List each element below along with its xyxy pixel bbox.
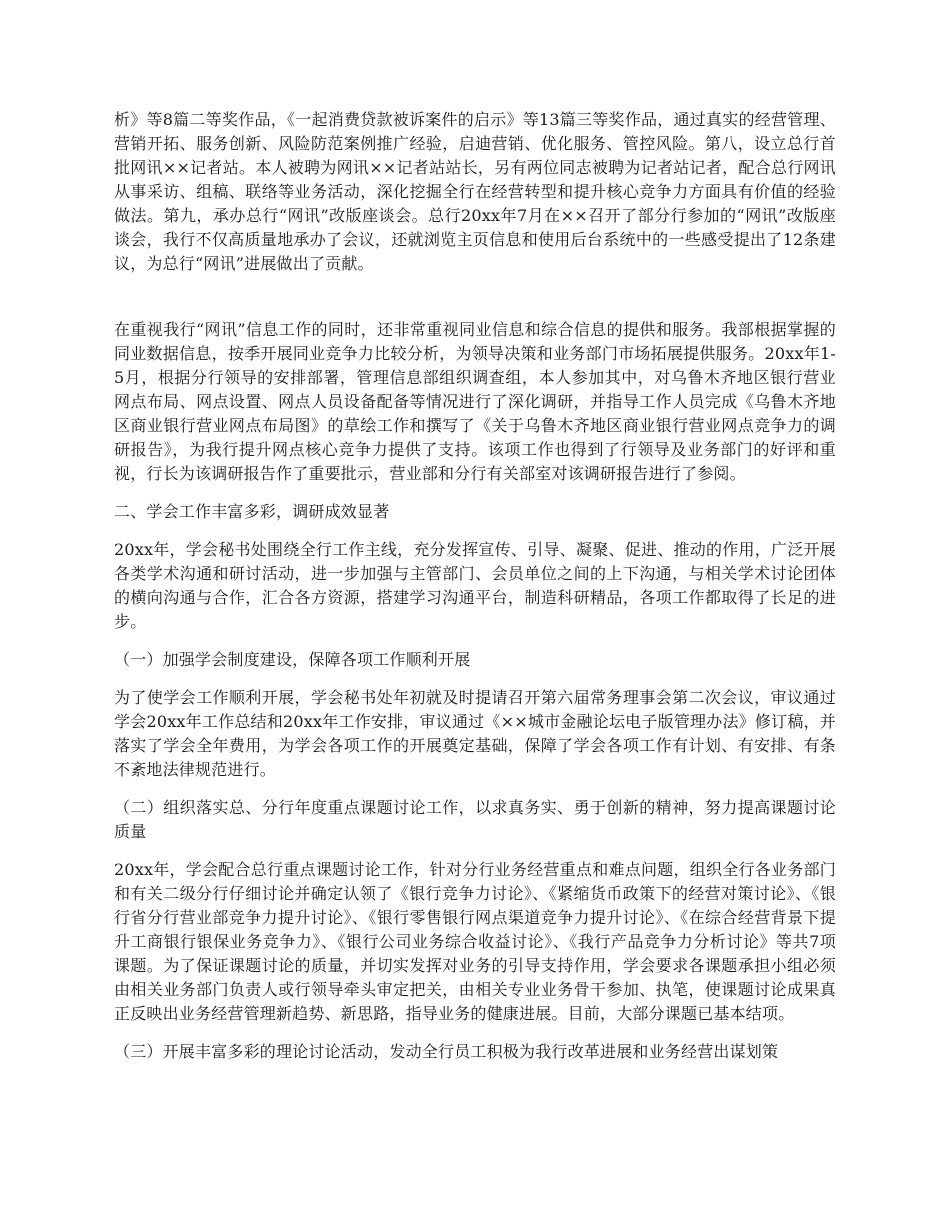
document-page — [114, 108, 836, 1078]
paragraph-society-overview: 20xx年，学会秘书处围绕全行工作主线，充分发挥宣传、引导、凝聚、促进、推动的作用，广泛开展各类学术沟通和研讨活动，进一步加强与主管部门、会员单位之间的上下沟通，与相关学术讨论团体的横向沟通与合作，汇合各方资源，搭建学习沟通平台，制造科研精品，各项工作都取得了长足的进步。 — [114, 540, 836, 631]
paragraph-peer-information: 在重视我行“网讯”信息工作的同时，还非常重视同业信息和综合信息的提供和服务。我部根据掌握的同业数据信息，按季开展同业竞争力比较分析，为领导决策和业务部门市场拓展提供服务。20xx年1-5月，根据分行领导的安排部署，管理信息部组织调查组，本人参加其中，对乌鲁木齐地区银行营业网点布局、网点设置、网点人员设备配备等情况进行了深化调研，并指导工作人员完成《乌鲁木齐地区商业银行营业网点布局图》的草绘工作和撰写了《关于乌鲁木齐地区商业银行营业网点竞争力的调研报告》，为我行提升网点核心竞争力提供了支持。该项工作也得到了行领导及业务部门的好评和重视，行长为该调研报告作了重要批示，营业部和分行有关部室对该调研报告进行了参阅。 — [114, 320, 836, 483]
subheading-theory-activities: （三）开展丰富多彩的理论讨论活动，发动全行员工积极为我行改革进展和业务经营出谋划策 — [114, 1042, 779, 1061]
paragraph-awards-and-reporters: 析》等8篇二等奖作品，《一起消费贷款被诉案件的启示》等13篇三等奖作品，通过真实的经营管理、营销开拓、服务创新、风险防范案例推广经验，启迪营销、优化服务、管控风险。第八，设立总行首批网讯××记者站。本人被聘为网讯××记者站站长，另有两位同志被聘为记者站记者，配合总行网讯从事采访、组稿、联络等业务活动，深化挖掘全行在经营转型和提升核心竞争力方面具有价值的经验做法。第九，承办总行“网讯”改版座谈会。总行20xx年7月在××召开了部分行参加的“网讯”改版座谈会，我行不仅高质量地承办了会议，还就浏览主页信息和使用后台系统中的一些感受提出了12条建议，为总行“网讯”进展做出了贡献。 — [114, 110, 836, 273]
paragraph-research-topics: 20xx年，学会配合总行重点课题讨论工作，针对分行业务经营重点和难点问题，组织全行各业务部门和有关二级分行仔细讨论并确定认领了《银行竞争力讨论》、《紧缩货币政策下的经营对策讨论》、《银行省分行营业部竞争力提升讨论》、《银行零售银行网点渠道竞争力提升讨论》、《在综合经营背景下提升工商银行银保业务竞争力》、《银行公司业务综合收益讨论》、《我行产品竞争力分析讨论》等共7项课题。为了保证课题讨论的质量，并切实发挥对业务的引导支持作用，学会要求各课题承担小组必须由相关业务部门负责人或行领导牵头审定把关，由相关专业业务骨干参加、执笔，使课题讨论成果真正反映出业务经营管理新趋势、新思路，指导业务的健康进展。目前，大部分课题已基本结项。 — [114, 860, 836, 1023]
subheading-system-building: （一）加强学会制度建设，保障各项工作顺利开展 — [114, 650, 471, 669]
paragraph-system-building: 为了使学会工作顺利开展，学会秘书处年初就及时提请召开第六届常务理事会第二次会议，审议通过学会20xx年工作总结和20xx年工作安排，审议通过《××城市金融论坛电子版管理办法》修订稿，并落实了学会全年费用，为学会各项工作的开展奠定基础，保障了学会各项工作有计划、有安排、有条不紊地法律规范进行。 — [114, 688, 836, 779]
subheading-research-topics: （二）组织落实总、分行年度重点课题讨论工作，以求真务实、勇于创新的精神，努力提高课题讨论质量 — [114, 798, 836, 841]
section-heading-society-work: 二、学会工作丰富多彩，调研成效显著 — [114, 502, 390, 521]
